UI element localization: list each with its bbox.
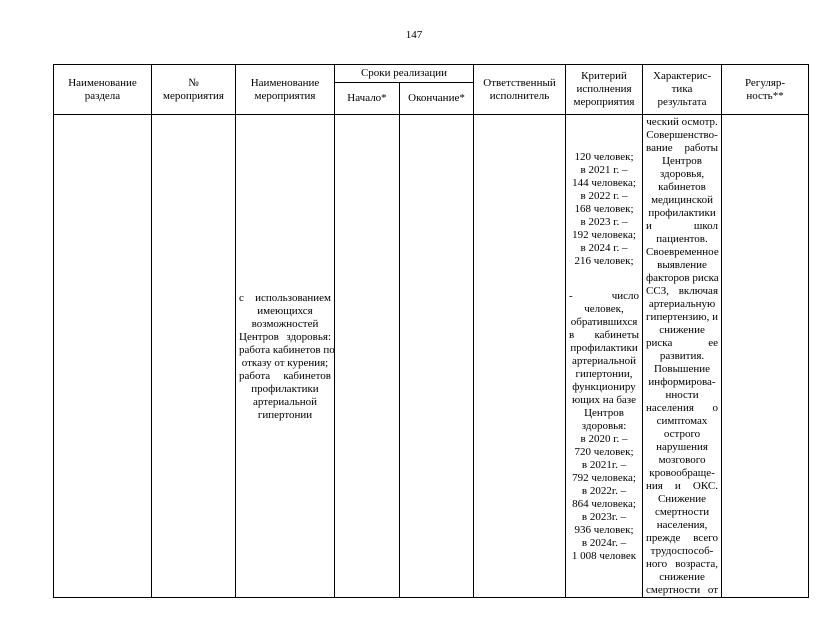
criterion-line: функциониру bbox=[572, 380, 636, 393]
header-regularity bbox=[722, 65, 809, 115]
table-row bbox=[54, 115, 809, 598]
criterion-line: в 2023г. – bbox=[581, 510, 627, 523]
event-name-line: отказу от курения; bbox=[241, 356, 329, 369]
criterion-line: профилактики bbox=[570, 341, 638, 354]
result-line: Совершенство- bbox=[646, 129, 718, 141]
result-line: риска ее bbox=[646, 337, 719, 349]
header-result-text: Характерис-тика результата bbox=[653, 70, 712, 108]
event-name-line: с использованием bbox=[239, 291, 331, 304]
event-name-line: возможностей bbox=[251, 317, 319, 330]
criterion-line: в 2024г. – bbox=[581, 536, 627, 549]
result-line: Своевременное bbox=[646, 246, 719, 258]
result-line: медицинской bbox=[651, 194, 713, 206]
event-name-line: работа кабинетов по bbox=[239, 343, 335, 356]
criterion-line: 1 008 человек bbox=[571, 549, 637, 562]
criterion-line: в 2021г. – bbox=[581, 458, 627, 471]
result-line: ния и ОКС. bbox=[646, 480, 719, 492]
header-event-name bbox=[236, 65, 335, 115]
cell-event-no bbox=[152, 115, 236, 598]
result-line: вание работы bbox=[646, 142, 719, 154]
event-name-line: профилактики bbox=[251, 382, 319, 395]
criterion-text bbox=[566, 150, 642, 563]
criterion-line: в 2024 г. – bbox=[580, 241, 628, 254]
result-line: симптомах bbox=[656, 415, 708, 427]
result-line: Повышение bbox=[653, 363, 711, 375]
result-line: Центров bbox=[662, 155, 702, 167]
criterion-line: 120 человек; bbox=[574, 150, 634, 163]
criterion-line: в 2022 г. – bbox=[580, 189, 628, 202]
header-executor-text: Ответственный исполнитель bbox=[483, 76, 556, 102]
header-section-name-text: Наименование раздела bbox=[68, 76, 137, 102]
cell-result bbox=[643, 115, 722, 598]
header-end bbox=[400, 83, 474, 115]
page-number: 147 bbox=[405, 29, 423, 41]
result-line: кабинетов bbox=[658, 181, 706, 193]
result-line: снижение bbox=[659, 571, 705, 583]
criterion-line: в 2022г. – bbox=[581, 484, 627, 497]
criterion-line: здоровья: bbox=[581, 419, 627, 432]
result-text bbox=[643, 115, 721, 597]
result-line: выявление bbox=[657, 259, 707, 271]
criterion-line: человек, bbox=[584, 302, 624, 315]
criterion-line: артериальной bbox=[571, 354, 637, 367]
cell-section-name bbox=[54, 115, 152, 598]
criterion-line: в кабинеты bbox=[569, 328, 640, 341]
result-line: острого bbox=[663, 428, 701, 440]
event-name-text bbox=[236, 291, 334, 422]
event-name-line: артериальной bbox=[252, 395, 318, 408]
criterion-line: 936 человек; bbox=[574, 523, 634, 536]
result-line: гипертензию, и bbox=[646, 311, 718, 323]
header-criterion-text: Критерий исполнения мероприятия bbox=[573, 70, 635, 108]
criterion-line: 864 человека; bbox=[572, 497, 636, 510]
header-start-text: Начало* bbox=[347, 92, 387, 104]
criterion-line: Центров bbox=[584, 406, 624, 419]
result-line: развития. bbox=[659, 350, 705, 362]
cell-end bbox=[400, 115, 474, 598]
criterion-line: 792 человека; bbox=[572, 471, 636, 484]
event-name-line: гипертонии bbox=[257, 408, 313, 421]
result-line: мозгового bbox=[658, 454, 706, 466]
cell-regularity bbox=[722, 115, 809, 598]
criterion-line: в 2020 г. – bbox=[580, 432, 628, 445]
header-criterion bbox=[566, 65, 643, 115]
result-line: и школ bbox=[646, 220, 719, 232]
criterion-line: ющих на базе bbox=[571, 393, 637, 406]
criterion-line: - число bbox=[569, 289, 640, 302]
criterion-line: в 2021 г. – bbox=[580, 163, 628, 176]
result-line: населения о bbox=[646, 402, 719, 414]
criterion-line: обратившихся bbox=[570, 315, 638, 328]
event-name-line: работа кабинетов bbox=[239, 369, 331, 382]
cell-start bbox=[335, 115, 400, 598]
result-line: трудоспособ- bbox=[650, 545, 714, 557]
criterion-line: 168 человек; bbox=[574, 202, 634, 215]
header-section-name bbox=[54, 65, 152, 115]
criterion-line: в 2023 г. – bbox=[580, 215, 628, 228]
header-result bbox=[643, 65, 722, 115]
cell-event-name bbox=[236, 115, 335, 598]
result-line: информирова- bbox=[648, 376, 716, 388]
result-line: нарушения bbox=[656, 441, 708, 453]
criterion-line: 144 человека; bbox=[572, 176, 636, 189]
result-line: кровообраще- bbox=[649, 467, 715, 479]
result-line: артериальную bbox=[648, 298, 716, 310]
result-line: ческий осмотр. bbox=[646, 116, 718, 128]
result-line: Снижение bbox=[657, 493, 707, 505]
header-regularity-text: Регуляр-ность** bbox=[744, 76, 786, 102]
result-line: факторов риска bbox=[646, 272, 719, 284]
header-executor bbox=[474, 65, 566, 115]
header-start bbox=[335, 83, 400, 115]
result-line: ного возраста, bbox=[646, 558, 719, 570]
event-name-line: Центров здоровья: bbox=[239, 330, 331, 343]
header-event-no bbox=[152, 65, 236, 115]
result-line: профилактики bbox=[648, 207, 716, 219]
result-line: населения, bbox=[656, 519, 708, 531]
cell-criterion bbox=[566, 115, 643, 598]
result-line: ССЗ, включая bbox=[646, 285, 719, 297]
criterion-line: 192 человека; bbox=[572, 228, 636, 241]
header-terms bbox=[335, 65, 474, 83]
criterion-line: гипертонии, bbox=[575, 367, 633, 380]
header-terms-text: Сроки реализации bbox=[360, 67, 448, 79]
event-name-line: имеющихся bbox=[257, 304, 313, 317]
result-line: нности bbox=[665, 389, 699, 401]
criterion-line: 216 человек; bbox=[574, 254, 634, 267]
result-line: смертности bbox=[654, 506, 710, 518]
cell-executor bbox=[474, 115, 566, 598]
result-line: прежде всего bbox=[646, 532, 719, 544]
header-event-name-text: Наименование мероприятия bbox=[250, 76, 320, 102]
result-line: снижение bbox=[659, 324, 705, 336]
result-line: здоровья, bbox=[659, 168, 705, 180]
events-table bbox=[53, 64, 809, 598]
result-line: пациентов. bbox=[656, 233, 708, 245]
header-end-text: Окончание* bbox=[408, 92, 465, 104]
result-line: смертности от bbox=[646, 584, 719, 596]
header-event-no-text: № мероприятия bbox=[163, 76, 224, 102]
criterion-line: 720 человек; bbox=[574, 445, 634, 458]
